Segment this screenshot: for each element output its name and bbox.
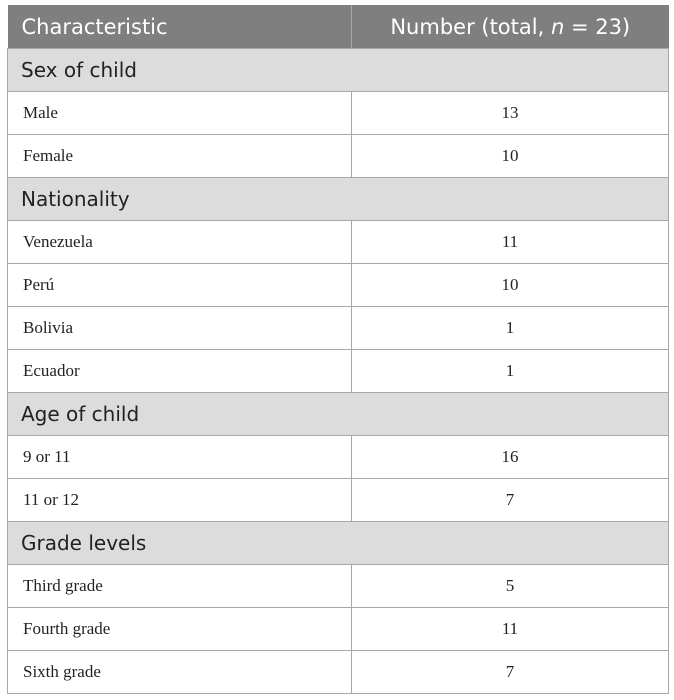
table-row (8, 651, 669, 694)
table-row (8, 350, 669, 393)
row-value: 7 (352, 479, 669, 522)
table-row (8, 479, 669, 522)
table-body (8, 49, 669, 694)
table-row (8, 307, 669, 350)
row-label: Ecuador (8, 350, 352, 393)
number-column-header (352, 5, 669, 49)
row-value: 7 (352, 651, 669, 694)
row-label: Third grade (8, 565, 352, 608)
table-row (8, 436, 669, 479)
row-label: Male (8, 92, 352, 135)
table-row (8, 135, 669, 178)
demographics-table-container (7, 5, 668, 694)
row-value: 10 (352, 135, 669, 178)
row-value: 13 (352, 92, 669, 135)
row-label: 11 or 12 (8, 479, 352, 522)
row-label: Fourth grade (8, 608, 352, 651)
row-label: Bolivia (8, 307, 352, 350)
row-label: 9 or 11 (8, 436, 352, 479)
table-header (8, 5, 669, 49)
row-value: 10 (352, 264, 669, 307)
section-row-nationality (8, 178, 669, 221)
table-row (8, 565, 669, 608)
row-label: Female (8, 135, 352, 178)
row-value: 1 (352, 307, 669, 350)
table-row (8, 264, 669, 307)
demographics-table (7, 5, 669, 694)
section-row-age (8, 393, 669, 436)
row-label: Sixth grade (8, 651, 352, 694)
section-row-sex (8, 49, 669, 92)
row-value: 11 (352, 221, 669, 264)
section-title: Grade levels (8, 522, 669, 565)
row-label: Venezuela (8, 221, 352, 264)
number-header-prefix: Number (total, (390, 14, 551, 39)
row-value: 5 (352, 565, 669, 608)
section-title: Nationality (8, 178, 669, 221)
section-title: Age of child (8, 393, 669, 436)
row-value: 16 (352, 436, 669, 479)
table-row (8, 608, 669, 651)
section-row-grade (8, 522, 669, 565)
section-title: Sex of child (8, 49, 669, 92)
number-header-suffix: = 23) (564, 14, 631, 39)
number-header-variable: n (550, 14, 565, 39)
characteristic-column-header: Characteristic (8, 5, 352, 49)
row-label: Perú (8, 264, 352, 307)
table-row (8, 221, 669, 264)
row-value: 11 (352, 608, 669, 651)
row-value: 1 (352, 350, 669, 393)
header-row (8, 5, 669, 49)
table-row (8, 92, 669, 135)
